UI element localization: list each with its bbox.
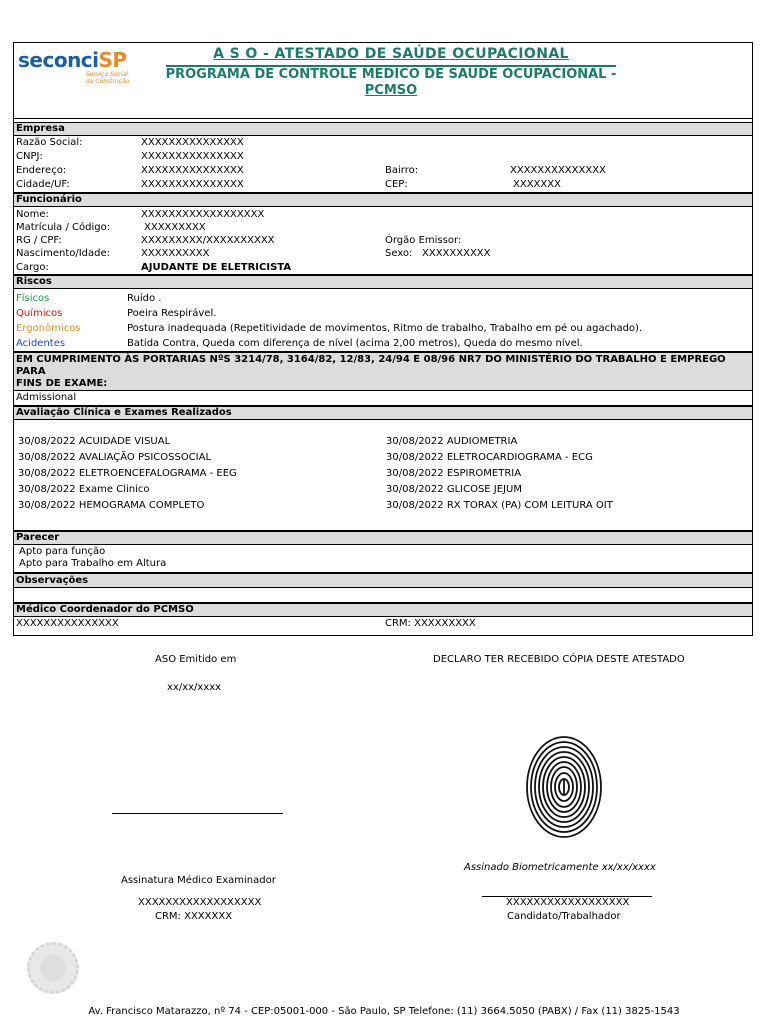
exam-item: 30/08/2022 ESPIROMETRIA [386,468,522,479]
parecer-line: Apto para Trabalho em Altura [19,558,167,569]
exam-item: 30/08/2022 RX TORAX (PA) COM LEITURA OIT [386,500,613,511]
aso-emitido-date: xx/xx/xxxx [167,682,222,693]
exam-item: 30/08/2022 ELETROENCEFALOGRAMA - EEG [18,468,237,479]
section-medico: Médico Coordenador do PCMSO [14,602,752,617]
risco-quimicos-value: Poeira Respirável. [127,308,217,319]
razao-label: Razão Social: [16,137,83,148]
logo-sp: SP [98,48,127,72]
cidade-label: Cidade/UF: [16,179,70,190]
cumprimento-text-2: FINS DE EXAME: [16,378,108,389]
observacoes-block [14,588,752,602]
candidato-nome: XXXXXXXXXXXXXXXXXX [506,897,630,908]
cidade-row [14,178,752,192]
biometric-signature-text: Assinado Biometricamente xx/xx/xxxx [464,862,656,873]
empresa-block [14,136,752,192]
exam-type-row [14,391,752,405]
risco-quimicos-row [14,306,752,321]
sexo-label: Sexo: [385,248,413,259]
cargo-label: Cargo: [16,262,49,273]
exam-type: Admissional [16,392,77,403]
declaro-text: DECLARO TER RECEBIDO CÓPIA DESTE ATESTADO [433,654,685,665]
cep-label: CEP: [385,179,408,190]
exams-block [14,420,752,530]
rg-value: XXXXXXXXX/XXXXXXXXXX [141,235,275,246]
nome-value: XXXXXXXXXXXXXXXXXX [141,209,265,220]
logo-main: seconci [18,48,99,72]
parecer-line: Apto para função [19,546,106,557]
candidato-label: Candidato/Trabalhador [507,911,621,922]
bairro-value: XXXXXXXXXXXXXX [510,165,606,176]
cumprimento-text-1: EM CUMPRIMENTO ÀS PORTARIAS NºS 3214/78, 3164/82, 12/83, 24/94 E 08/96 NR7 DO MINISTÉRIO DO TRABALHO E EMPREGO PARA [16,354,726,377]
exam-item: 30/08/2022 ELETROCARDIOGRAMA - ECG [386,452,593,463]
exam-item: 30/08/2022 GLICOSE JEJUM [386,484,522,495]
matricula-label: Matrícula / Código: [16,222,111,233]
risco-ergonomicos-value: Postura inadequada (Repetitividade de movimentos, Ritmo de trabalho, Trabalho em pé ou agachado). [127,323,643,334]
funcionario-block [14,207,752,274]
sexo-value: XXXXXXXXXX [422,248,491,259]
cidade-value: XXXXXXXXXXXXXXX [141,179,244,190]
endereco-row [14,164,752,178]
medico-examinador-crm: CRM: XXXXXXX [155,911,233,922]
form-header [14,43,752,119]
titles [136,45,646,99]
exam-item: 30/08/2022 ACUIDADE VISUAL [18,436,171,447]
cnpj-value: XXXXXXXXXXXXXXX [141,151,244,162]
exam-item: 30/08/2022 AVALIAÇÃO PSICOSSOCIAL [18,452,212,463]
program-title: PROGRAMA DE CONTROLE MÉDICO DE SAÚDE OCUPACIONAL - [165,67,617,82]
razao-row [14,136,752,150]
orgao-label: Órgão Emissor: [385,235,462,246]
fingerprint-icon [524,734,604,840]
exam-item: 30/08/2022 HEMOGRAMA COMPLETO [18,500,205,511]
matricula-row [14,221,752,234]
cargo-row [14,261,752,274]
medico-nome: XXXXXXXXXXXXXXX [16,618,119,629]
nome-label: Nome: [16,209,49,220]
medico-signature-line [112,813,283,814]
cep-value: XXXXXXX [513,179,561,190]
risco-acidentes-row [14,336,752,351]
rg-label: RG / CPF: [16,235,62,246]
logo-wordmark [18,49,138,71]
seal-stamp-icon [27,942,79,994]
risco-fisicos-value: Ruído . [127,293,162,304]
risco-acidentes-label: Acidentes [16,338,66,349]
endereco-label: Endereço: [16,165,67,176]
nome-row [14,208,752,221]
medico-crm: CRM: XXXXXXXXX [385,618,476,629]
exam-item: 30/08/2022 AUDIOMETRIA [386,436,518,447]
nasc-label: Nascimento/Idade: [16,248,111,259]
aso-emitido-label: ASO Emitido em [155,654,237,665]
risco-fisicos-label: Físicos [16,293,50,304]
risco-acidentes-value: Batida Contra, Queda com diferença de nível (acima 2,00 metros), Queda do mesmo nível. [127,338,583,349]
medico-examinador-nome: XXXXXXXXXXXXXXXXXX [138,897,262,908]
risco-ergonomicos-label: Ergonômicos [16,323,81,334]
footer-address: Av. Francisco Matarazzo, nº 74 - CEP:05001-000 - São Paulo, SP Telefone: (11) 3664.5050 (PABX) / Fax (11) 3825-1543 [88,1006,680,1017]
logo-tagline-1: Serviço Social [86,71,128,78]
nasc-value: XXXXXXXXXX [141,248,210,259]
risco-quimicos-label: Químicos [16,308,63,319]
logo-tagline [86,71,129,85]
logo-tagline-2: da Construção [86,78,130,85]
bairro-label: Bairro: [385,165,419,176]
riscos-block [14,289,752,351]
section-parecer: Parecer [14,530,752,545]
document-title: A S O - ATESTADO DE SAÚDE OCUPACIONAL [213,46,569,62]
aso-form [13,42,753,636]
cnpj-label: CNPJ: [16,151,43,162]
medico-signature-label: Assinatura Médico Examinador [121,875,276,886]
rg-row [14,234,752,247]
exam-item: 30/08/2022 Exame Clinico [18,484,150,495]
risco-ergonomicos-row [14,321,752,336]
program-acronym: PCMSO [364,83,418,98]
section-observacoes: Observações [14,572,752,588]
matricula-value: XXXXXXXXX [144,222,206,233]
section-avaliacao: Avaliação Clínica e Exames Realizados [14,405,752,420]
endereco-value: XXXXXXXXXXXXXXX [141,165,244,176]
section-empresa: Empresa [14,122,752,136]
cnpj-row [14,150,752,164]
razao-value: XXXXXXXXXXXXXXX [141,137,244,148]
cargo-value: AJUDANTE DE ELETRICISTA [141,262,292,273]
section-riscos: Riscos [14,274,752,289]
medico-row [14,617,752,631]
risco-fisicos-row [14,291,752,306]
section-funcionario: Funcionário [14,192,752,207]
nasc-row [14,247,752,261]
section-cumprimento [14,351,752,391]
seconci-logo [18,49,138,89]
parecer-block [14,545,752,572]
